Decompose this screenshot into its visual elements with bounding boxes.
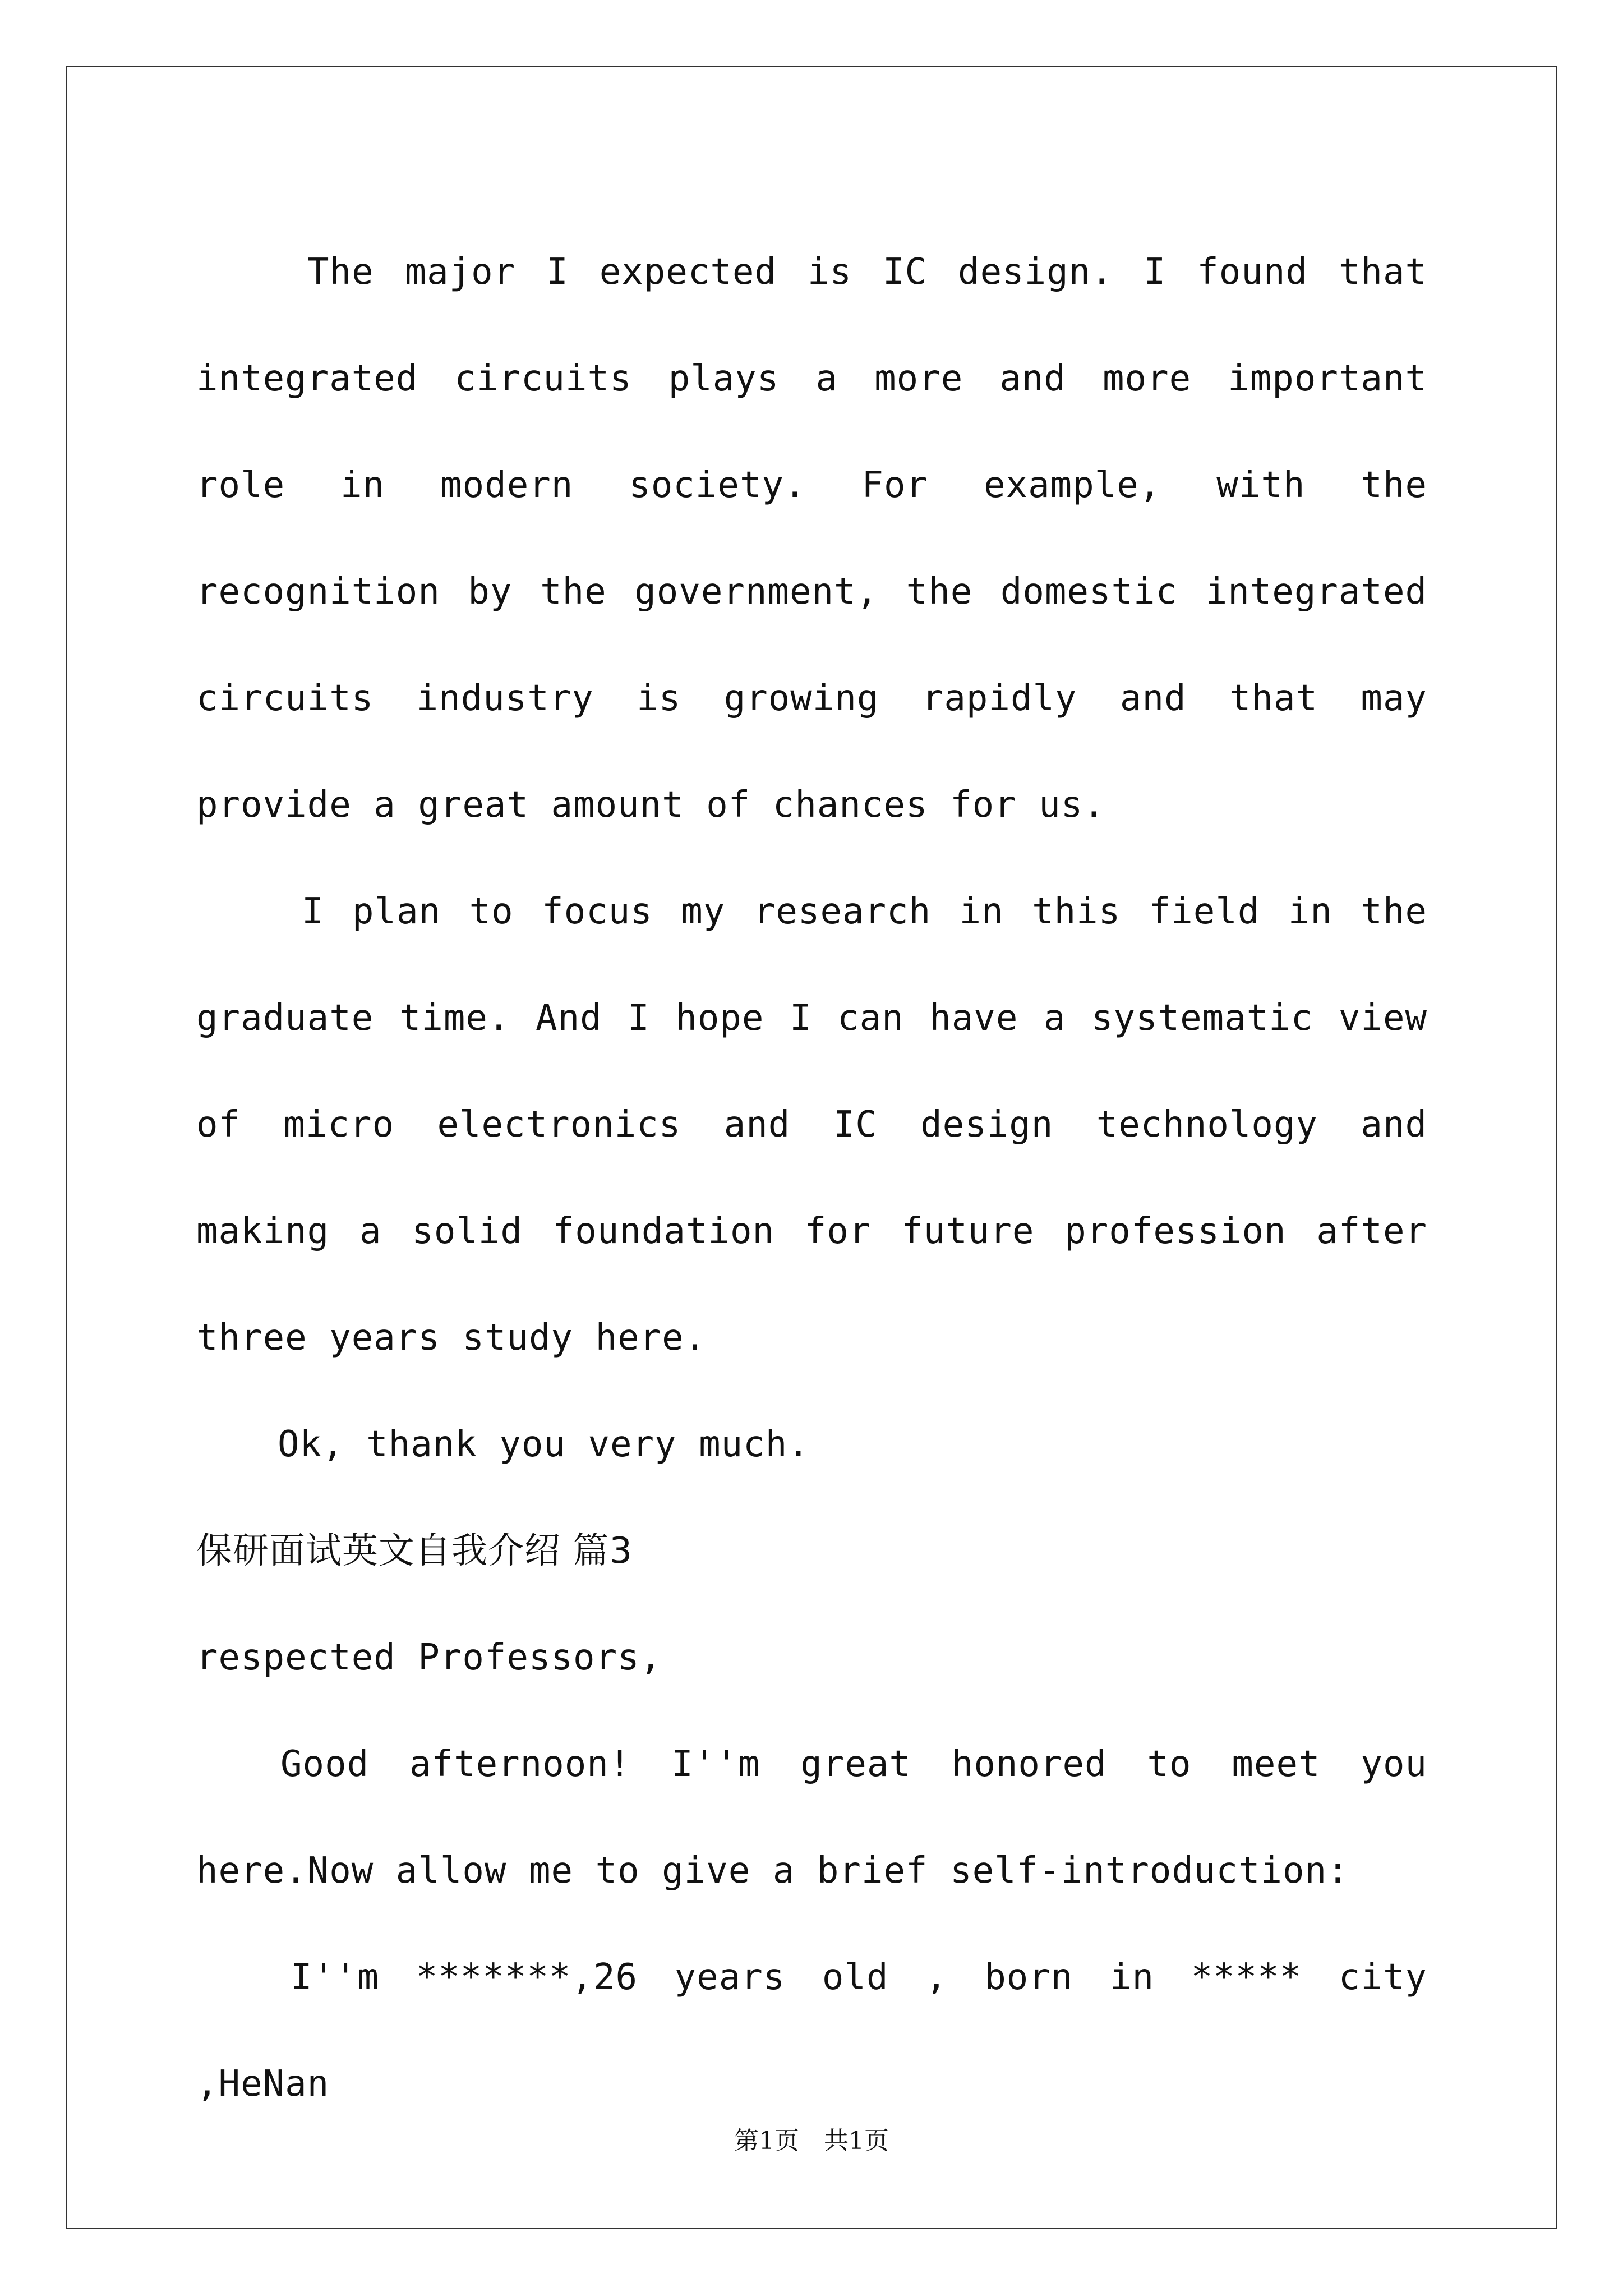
- paragraph-greeting: Good afternoon! I''m great honored to meet you here.Now allow me to give a brief self-introduction:: [196, 1743, 1427, 1892]
- document-body: [196, 219, 1427, 2137]
- paragraph-plan: I plan to focus my research in this field in the graduate time. And I hope I can have a systematic view of micro electronics and IC design technology and making a solid foundation for future profession after three years study here.: [196, 891, 1427, 1359]
- section-heading: 保研面试英文自我介绍 篇3: [196, 1530, 633, 1572]
- paragraph-major: The major I expected is IC design. I found that integrated circuits plays a more and more important role in modern society. For example, with the recognition by the government, the domestic integrated circuits industry is growing rapidly and that may provide a great amount of chances for us.: [196, 251, 1427, 826]
- paragraph-intro: I''m *******,26 years old , born in ***** city ,HeNan: [196, 1957, 1427, 2105]
- page-footer: 第1页 共1页: [734, 2127, 889, 2155]
- paragraph-thanks: Ok, thank you very much.: [278, 1424, 810, 1465]
- salutation: respected Professors,: [196, 1637, 662, 1678]
